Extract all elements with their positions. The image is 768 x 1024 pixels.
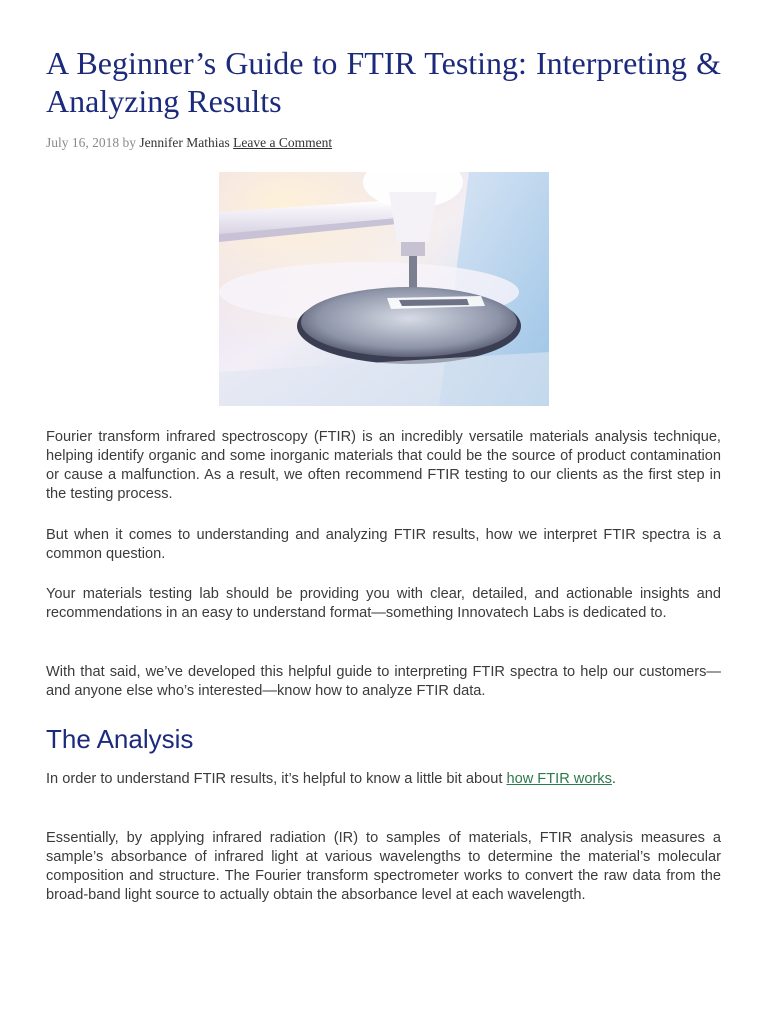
hero-image	[219, 172, 549, 406]
article-title: A Beginner’s Guide to FTIR Testing: Interpreting & Analyzing Results	[46, 45, 721, 119]
how-ftir-works-link[interactable]: how FTIR works	[506, 771, 612, 787]
paragraph-question: But when it comes to understanding and analyzing FTIR results, how we interpret FTIR spectra is a common question.	[46, 527, 721, 562]
leave-comment-link[interactable]: Leave a Comment	[233, 135, 333, 150]
post-date: July 16, 2018	[46, 135, 120, 150]
paragraph-ftir-works	[46, 770, 721, 789]
paragraph-ftir-works-end: .	[611, 771, 616, 787]
post-author[interactable]: Jennifer Mathias	[139, 135, 230, 150]
post-meta	[46, 134, 332, 152]
section-heading-analysis: The Analysis	[46, 724, 194, 754]
paragraph-lab-insights: Your materials testing lab should be providing you with clear, detailed, and actionable insights and recommendations in an easy to understand format—something Innovatech Labs is dedicated to.	[46, 586, 721, 621]
paragraph-guide-intro: With that said, we’ve developed this helpful guide to interpreting FTIR spectra to help our customers—and anyone else who’s interested—know how to analyze FTIR data.	[46, 664, 721, 699]
paragraph-ftir-works-text: In order to understand FTIR results, it’s helpful to know a little bit about	[46, 771, 507, 787]
paragraph-ir-radiation: Essentially, by applying infrared radiation (IR) to samples of materials, FTIR analysis measures a sample’s absorbance of infrared light at various wavelengths to determine the material’s molecular composition and structure. The Fourier transform spectrometer works to convert the raw data from the broad-band light source to actually obtain the absorbance level at each wavelength.	[46, 830, 721, 903]
post-by: by	[122, 135, 137, 150]
intro-paragraph: Fourier transform infrared spectroscopy (FTIR) is an incredibly versatile materials analysis technique, helping identify organic and some inorganic materials that could be the source of product contamination or cause a malfunction. As a result, we often recommend FTIR testing to our clients as the first step in the testing process.	[46, 429, 721, 502]
ftir-instrument-illustration	[219, 172, 549, 406]
